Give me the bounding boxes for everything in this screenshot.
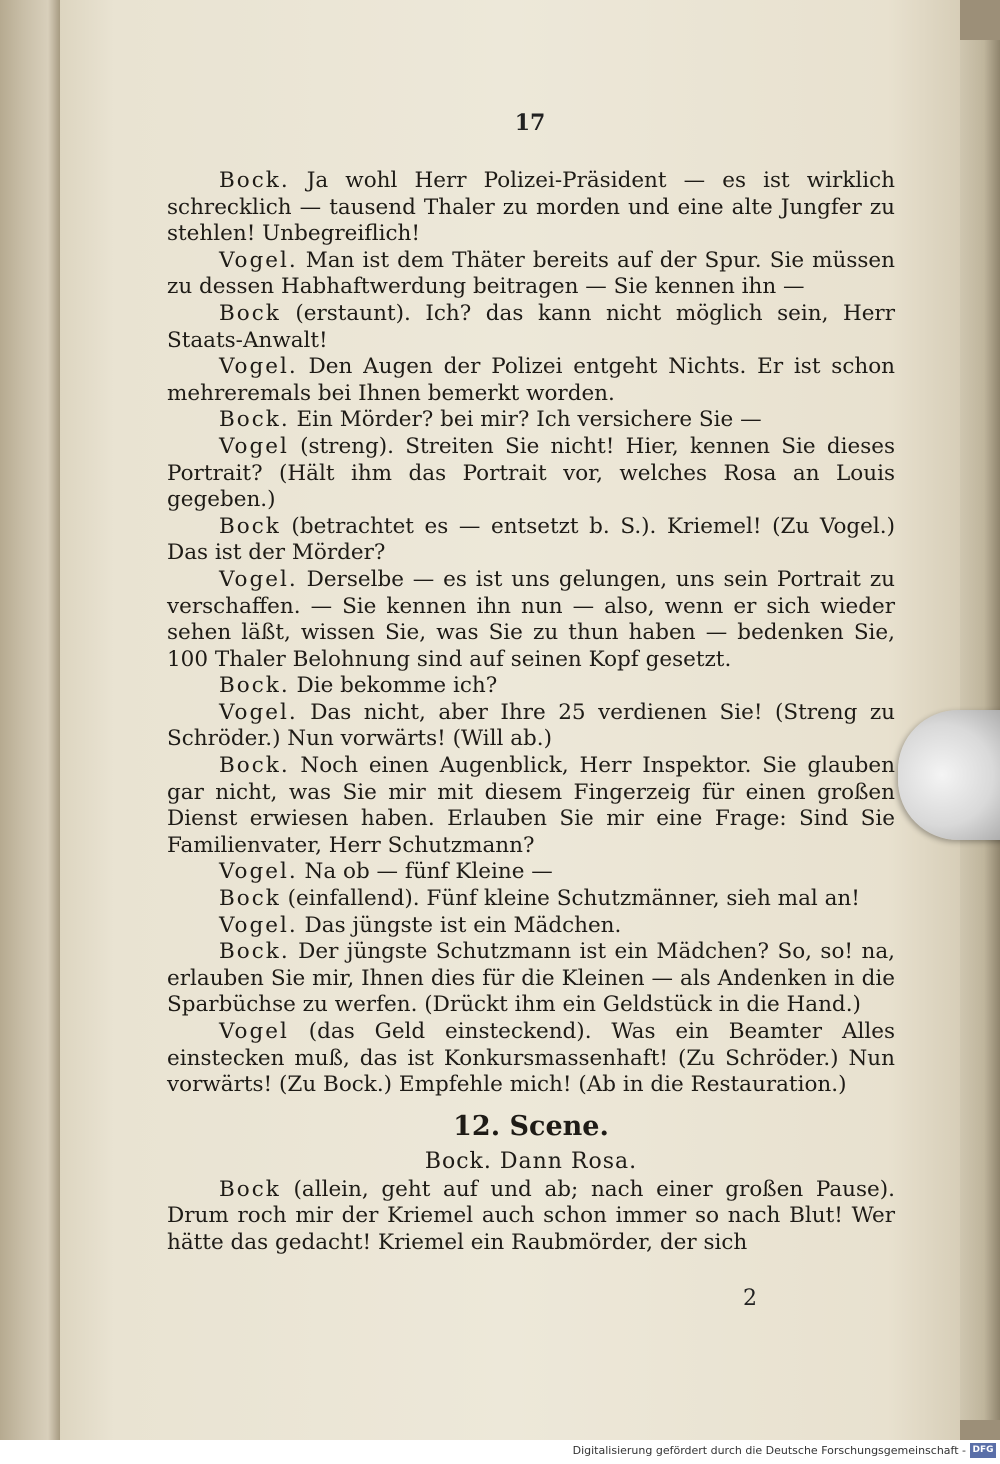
dialogue-text: Ein Mörder? bei mir? Ich versichere Sie — xyxy=(289,407,762,433)
dialogue-text: Den Augen der Polizei entgeht Nichts. Er ist schon mehreremals bei Ihnen bemerkt worden. xyxy=(167,354,895,406)
speaker-name: Bock xyxy=(219,886,281,912)
dialogue-paragraph xyxy=(167,886,895,913)
dialogue-text: Na ob — fünf Kleine — xyxy=(297,859,553,885)
dialogue-paragraph xyxy=(167,1177,895,1257)
dialogue-text: Das jüngste ist ein Mädchen. xyxy=(297,912,622,938)
dialogue-paragraph xyxy=(167,514,895,567)
dialogue-text: Der jüngste Schutzmann ist ein Mädchen? So, so! na, erlauben Sie mir, Ihnen dies für die Kleinen — als Andenken in die Sparbüchse zu werfen. (Drückt ihm ein Geldstück in die Hand.) xyxy=(167,939,895,1018)
left-page-edge xyxy=(0,0,60,1440)
speaker-name: Vogel. xyxy=(219,566,298,592)
speaker-name: Bock xyxy=(219,513,281,539)
dialogue-paragraph xyxy=(167,753,895,859)
speaker-name: Bock. xyxy=(219,407,290,433)
dialogue-paragraph xyxy=(167,301,895,354)
footer-credit: Digitalisierung gefördert durch die Deutsche Forschungsgemeinschaft - xyxy=(572,1444,966,1457)
scanner-tab xyxy=(898,710,1000,840)
dialogue-text: Ja wohl Herr Polizei-Präsident — es ist wirklich schrecklich — tausend Thaler zu morden und eine alte Jungfer zu stehlen! Unbegreiflich! xyxy=(167,168,895,247)
book-page xyxy=(60,0,960,1440)
scene-cast: Bock. Dann Rosa. xyxy=(424,1148,638,1174)
dialogue-text: Das nicht, aber Ihre 25 verdienen Sie! (Streng zu Schröder.) Nun vorwärts! (Will ab.) xyxy=(167,699,895,752)
dialogue-paragraph xyxy=(167,1019,895,1099)
speaker-name: Vogel xyxy=(219,1019,289,1044)
dialogue-text: (das Geld einsteckend). Was ein Beamter Alles einstecken muß, das ist Konkursmassenhaft! (Zu Schröder.) Nun vorwärts! (Zu Bock.) Empfehle mich! (Ab in die Restauration.) xyxy=(167,1019,895,1098)
dialogue-text: Die bekomme ich? xyxy=(289,673,498,699)
speaker-name: Vogel xyxy=(219,433,289,459)
page-text xyxy=(167,168,895,1257)
dialogue-paragraph xyxy=(167,248,895,301)
dialogue-text: Noch einen Augenblick, Herr Inspektor. Sie glauben gar nicht, was Sie mir mit diesem Fingerzeig für einen großen Dienst erwiesen haben. Erlauben Sie mir eine Frage: Sind Sie Familienvater, Herr Schutzmann? xyxy=(167,753,895,858)
dialogue-paragraph xyxy=(167,913,895,940)
speaker-name: Bock. xyxy=(219,168,290,193)
signature-mark: 2 xyxy=(743,1286,757,1311)
speaker-name: Vogel. xyxy=(219,699,298,725)
dialogue-text: (betrachtet es — entsetzt b. S.). Kriemel! (Zu Vogel.) Das ist der Mörder? xyxy=(167,513,895,566)
dialogue-paragraph xyxy=(167,567,895,673)
speaker-name: Bock xyxy=(219,300,281,326)
speaker-name: Vogel. xyxy=(219,859,298,885)
speaker-name: Vogel. xyxy=(219,354,298,380)
speaker-name: Bock xyxy=(219,1176,281,1202)
scene-heading: 12. Scene. xyxy=(453,1110,609,1142)
speaker-name: Vogel. xyxy=(219,912,298,938)
dialogue-paragraph xyxy=(167,939,895,1019)
speaker-name: Vogel. xyxy=(219,247,298,273)
closing-block xyxy=(167,1177,895,1257)
page-number: 17 xyxy=(514,110,546,136)
dialogue-text: (einfallend). Fünf kleine Schutzmänner, sieh mal an! xyxy=(280,886,860,912)
dialogue-paragraph xyxy=(167,168,895,248)
dialogue-text: (allein, geht auf und ab; nach einer großen Pause). Drum roch mir der Kriemel auch schon immer so nach Blut! Wer hätte das gedacht! Kriemel ein Raubmörder, der sich xyxy=(167,1176,895,1255)
dialogue-paragraph xyxy=(167,407,895,434)
dialogue-text: Man ist dem Thäter bereits auf der Spur. Sie müssen zu dessen Habhaftwerdung beitragen — Sie kennen ihn — xyxy=(167,247,895,300)
dialogue-paragraph xyxy=(167,700,895,753)
dialogue-paragraph xyxy=(167,354,895,407)
dialogue-text: Derselbe — es ist uns gelungen, uns sein Portrait zu verschaffen. — Sie kennen ihn nun — also, wenn er sich wieder sehen läßt, wissen Sie, was Sie zu thun haben — bedenken Sie, 100 Thaler Belohnung sind auf seinen Kopf gesetzt. xyxy=(167,566,895,672)
dialogue-paragraph xyxy=(167,673,895,700)
dialogue-block xyxy=(167,168,895,1099)
footer-bar xyxy=(0,1440,1000,1464)
dialogue-text: (erstaunt). Ich? das kann nicht möglich sein, Herr Staats-Anwalt! xyxy=(167,300,895,353)
dialogue-paragraph xyxy=(167,434,895,514)
speaker-name: Bock. xyxy=(219,673,290,699)
speaker-name: Bock. xyxy=(219,939,290,965)
dfg-logo-icon: DFG xyxy=(970,1443,996,1458)
dialogue-text: (streng). Streiten Sie nicht! Hier, kennen Sie dieses Portrait? (Hält ihm das Portrait vor, welches Rosa an Louis gegeben.) xyxy=(167,433,895,513)
dialogue-paragraph xyxy=(167,859,895,886)
speaker-name: Bock. xyxy=(219,753,290,779)
